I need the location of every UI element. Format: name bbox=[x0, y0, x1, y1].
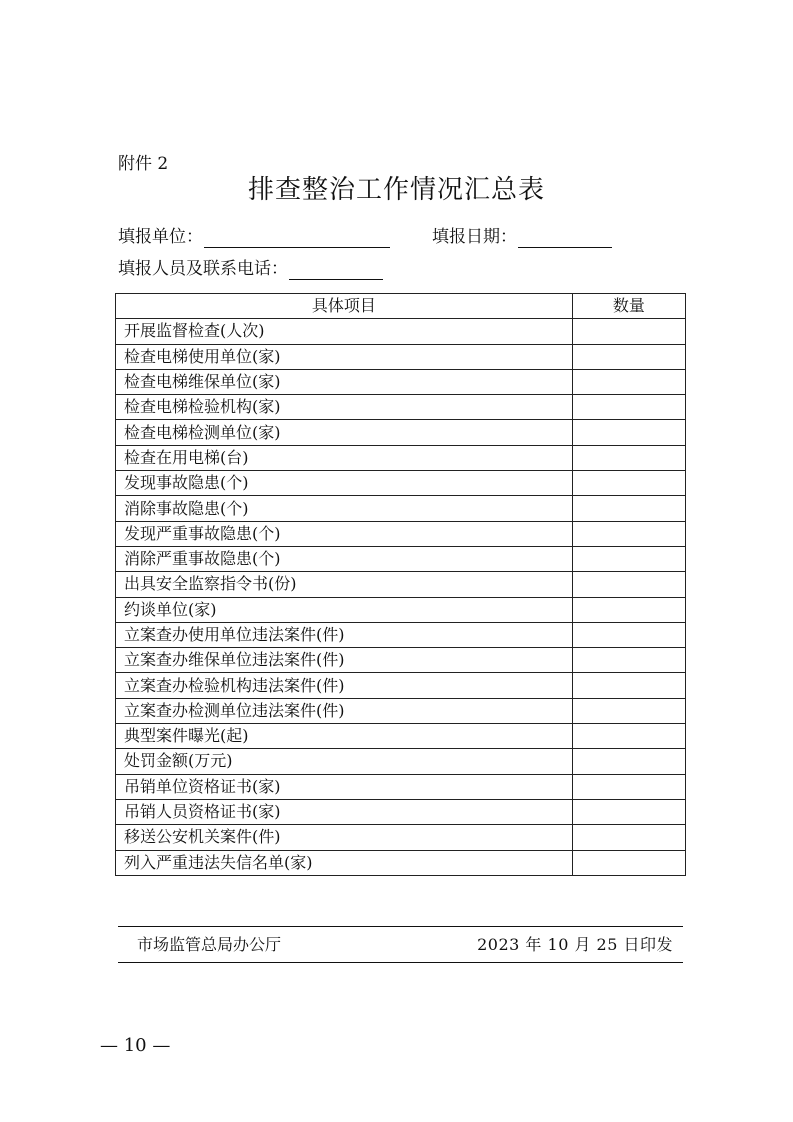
table-row bbox=[116, 572, 686, 597]
row-quantity-cell[interactable] bbox=[572, 673, 685, 698]
row-item-label: 处罚金额(万元) bbox=[116, 749, 573, 774]
table-row bbox=[116, 825, 686, 850]
table-row bbox=[116, 344, 686, 369]
attachment-label: 附件 2 bbox=[118, 154, 169, 174]
row-item-label: 检查电梯检验机构(家) bbox=[116, 395, 573, 420]
row-quantity-cell[interactable] bbox=[572, 622, 685, 647]
row-item-label: 发现严重事故隐患(个) bbox=[116, 521, 573, 546]
row-quantity-cell[interactable] bbox=[572, 369, 685, 394]
row-item-label: 约谈单位(家) bbox=[116, 597, 573, 622]
row-quantity-cell[interactable] bbox=[572, 445, 685, 470]
table-row bbox=[116, 850, 686, 875]
row-quantity-cell[interactable] bbox=[572, 496, 685, 521]
table-row bbox=[116, 369, 686, 394]
row-quantity-cell[interactable] bbox=[572, 799, 685, 824]
issue-date: 2023 年 10 月 25 日印发 bbox=[477, 935, 673, 954]
table-row bbox=[116, 597, 686, 622]
row-item-label: 检查电梯使用单位(家) bbox=[116, 344, 573, 369]
row-item-label: 消除事故隐患(个) bbox=[116, 496, 573, 521]
reporting-date-label: 填报日期： bbox=[432, 227, 517, 247]
table-row bbox=[116, 496, 686, 521]
table-body bbox=[116, 319, 686, 876]
table-row bbox=[116, 319, 686, 344]
row-quantity-cell[interactable] bbox=[572, 850, 685, 875]
row-quantity-cell[interactable] bbox=[572, 749, 685, 774]
reporting-unit-label: 填报单位： bbox=[118, 227, 203, 247]
page-number: — 10 — bbox=[100, 1035, 171, 1056]
row-item-label: 消除严重事故隐患(个) bbox=[116, 546, 573, 571]
row-item-label: 立案查办检验机构违法案件(件) bbox=[116, 673, 573, 698]
document-title: 排查整治工作情况汇总表 bbox=[247, 175, 545, 205]
row-item-label: 立案查办检测单位违法案件(件) bbox=[116, 698, 573, 723]
table-row bbox=[116, 698, 686, 723]
table-row bbox=[116, 799, 686, 824]
table-row bbox=[116, 521, 686, 546]
row-quantity-cell[interactable] bbox=[572, 344, 685, 369]
issuer-name: 市场监管总局办公厅 bbox=[137, 935, 282, 954]
reporter-contact-field bbox=[118, 258, 383, 280]
table-row bbox=[116, 471, 686, 496]
row-quantity-cell[interactable] bbox=[572, 572, 685, 597]
row-item-label: 立案查办使用单位违法案件(件) bbox=[116, 622, 573, 647]
reporting-date-blank bbox=[518, 229, 612, 248]
row-quantity-cell[interactable] bbox=[572, 420, 685, 445]
row-quantity-cell[interactable] bbox=[572, 698, 685, 723]
row-quantity-cell[interactable] bbox=[572, 597, 685, 622]
row-item-label: 典型案件曝光(起) bbox=[116, 724, 573, 749]
table-row bbox=[116, 724, 686, 749]
row-item-label: 立案查办维保单位违法案件(件) bbox=[116, 648, 573, 673]
row-quantity-cell[interactable] bbox=[572, 319, 685, 344]
row-quantity-cell[interactable] bbox=[572, 648, 685, 673]
table-row bbox=[116, 420, 686, 445]
table-row bbox=[116, 673, 686, 698]
row-item-label: 发现事故隐患(个) bbox=[116, 471, 573, 496]
row-quantity-cell[interactable] bbox=[572, 724, 685, 749]
row-item-label: 出具安全监察指令书(份) bbox=[116, 572, 573, 597]
table-row bbox=[116, 749, 686, 774]
reporting-unit-blank bbox=[204, 229, 390, 248]
row-item-label: 开展监督检查(人次) bbox=[116, 319, 573, 344]
row-item-label: 移送公安机关案件(件) bbox=[116, 825, 573, 850]
row-quantity-cell[interactable] bbox=[572, 546, 685, 571]
footer-top-rule bbox=[118, 926, 683, 927]
table-row bbox=[116, 648, 686, 673]
reporting-unit-field bbox=[118, 226, 390, 248]
table-row bbox=[116, 395, 686, 420]
footer-bottom-rule bbox=[118, 962, 683, 963]
row-item-label: 检查电梯维保单位(家) bbox=[116, 369, 573, 394]
table-row bbox=[116, 546, 686, 571]
row-item-label: 检查在用电梯(台) bbox=[116, 445, 573, 470]
reporting-date-field bbox=[432, 226, 612, 248]
row-item-label: 列入严重违法失信名单(家) bbox=[116, 850, 573, 875]
table-row bbox=[116, 622, 686, 647]
row-quantity-cell[interactable] bbox=[572, 521, 685, 546]
table-row bbox=[116, 445, 686, 470]
row-quantity-cell[interactable] bbox=[572, 774, 685, 799]
reporter-contact-label: 填报人员及联系电话： bbox=[118, 259, 288, 279]
row-item-label: 吊销人员资格证书(家) bbox=[116, 799, 573, 824]
reporter-contact-blank bbox=[289, 261, 383, 280]
header-quantity: 数量 bbox=[572, 294, 685, 319]
row-quantity-cell[interactable] bbox=[572, 395, 685, 420]
table-header-row bbox=[116, 294, 686, 319]
header-item: 具体项目 bbox=[116, 294, 573, 319]
row-quantity-cell[interactable] bbox=[572, 825, 685, 850]
row-item-label: 检查电梯检测单位(家) bbox=[116, 420, 573, 445]
table-row bbox=[116, 774, 686, 799]
row-quantity-cell[interactable] bbox=[572, 471, 685, 496]
row-item-label: 吊销单位资格证书(家) bbox=[116, 774, 573, 799]
summary-table bbox=[115, 293, 686, 876]
